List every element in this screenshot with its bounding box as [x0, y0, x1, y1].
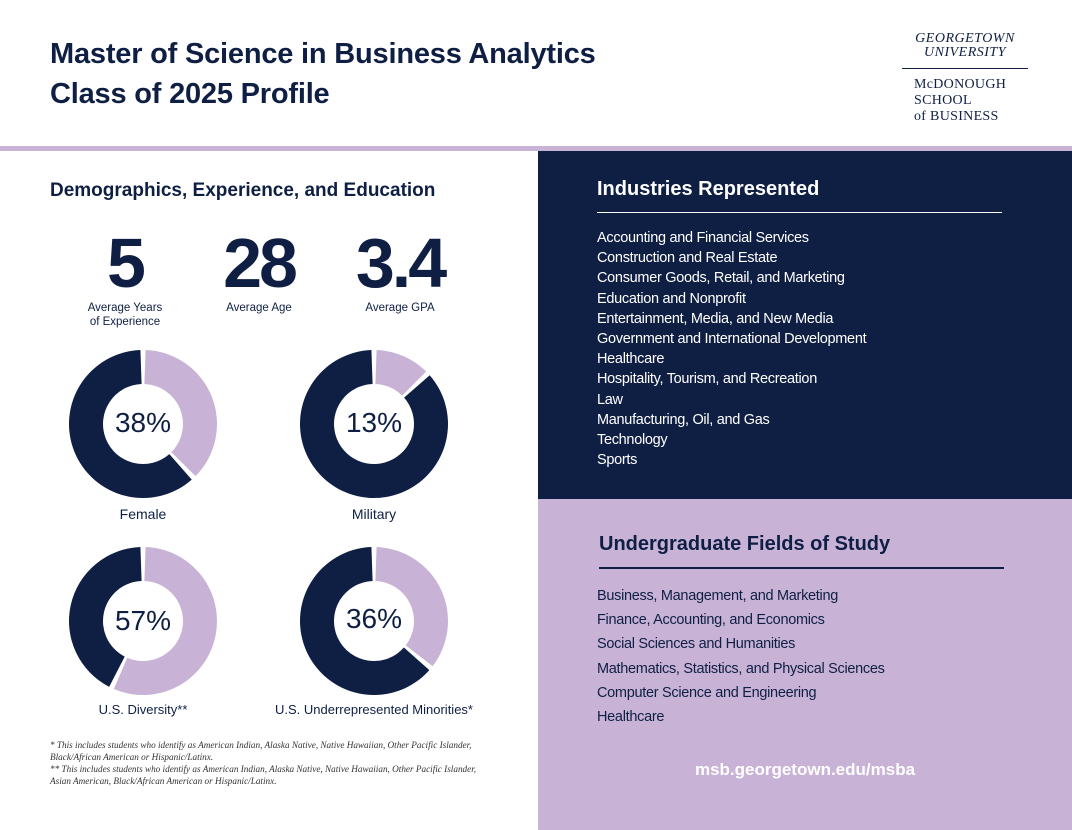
- donut-label: U.S. Diversity**: [98, 702, 188, 717]
- footnotes: [50, 739, 490, 787]
- program-url-link[interactable]: msb.georgetown.edu/msba: [694, 760, 916, 779]
- list-item: Construction and Real Estate: [597, 250, 778, 267]
- stat-label-line1: Average Years: [87, 302, 163, 314]
- donut-percent-label: 57%: [114, 605, 172, 636]
- stat-label-line1: Average Age: [226, 302, 292, 314]
- list-item: Finance, Accounting, and Economics: [597, 612, 825, 629]
- list-item: Manufacturing, Oil, and Gas: [597, 411, 770, 428]
- logo-georgetown: GEORGETOWN: [915, 31, 1015, 46]
- list-item: Technology: [597, 432, 668, 449]
- donut-label: Military: [351, 506, 397, 522]
- logo-of-business: of BUSINESS: [914, 109, 999, 124]
- footnote-single-asterisk: * This includes students who identify as American Indian, Alaska Native, Native Hawaiian, Other Pacific Islander, Black/African American or Hispanic/Latinx.: [50, 740, 472, 762]
- industries-list: [597, 228, 866, 470]
- fields-of-study-list: [597, 584, 885, 729]
- list-item: Sports: [597, 452, 638, 469]
- list-item: Business, Management, and Marketing: [597, 588, 838, 604]
- stat-average-age: [199, 224, 319, 315]
- demographics-title: Demographics, Experience, and Education: [50, 180, 436, 201]
- page-title-line2: Class of 2025 Profile: [50, 78, 330, 110]
- list-item: Healthcare: [597, 709, 665, 726]
- stat-label-line1: Average GPA: [365, 302, 435, 314]
- list-item: Law: [597, 391, 623, 408]
- fields-of-study-divider: [599, 567, 1004, 569]
- stat-value: 28: [223, 224, 295, 302]
- industries-title: Industries Represented: [597, 178, 820, 200]
- list-item: Government and International Development: [597, 331, 867, 348]
- footnote-double-asterisk: ** This includes students who identify as American Indian, Alaska Native, Native Hawaiian, Other Pacific Islander, Asian American, Black/African American or Hispanic/Latinx.: [50, 764, 477, 786]
- stat-average-gpa: [340, 224, 460, 315]
- industries-divider: [597, 212, 1002, 213]
- list-item: Computer Science and Engineering: [597, 684, 817, 701]
- list-item: Accounting and Financial Services: [597, 230, 809, 246]
- stat-value: 5: [107, 224, 143, 302]
- logo-mcdonough: McDONOUGH: [914, 77, 1007, 92]
- logo-university: UNIVERSITY: [924, 45, 1006, 60]
- donut-label: U.S. Underrepresented Minorities*: [275, 702, 473, 717]
- list-item: Hospitality, Tourism, and Recreation: [597, 371, 817, 388]
- list-item: Consumer Goods, Retail, and Marketing: [597, 270, 845, 287]
- donut-label: Female: [119, 506, 167, 522]
- stat-years-experience: [70, 224, 180, 329]
- donut-percent-label: 36%: [345, 603, 403, 634]
- stat-label-line2: of Experience: [89, 316, 161, 328]
- fields-of-study-title: Undergraduate Fields of Study: [599, 533, 891, 555]
- logo-school: SCHOOL: [914, 93, 972, 108]
- georgetown-logo[interactable]: [902, 32, 1028, 125]
- list-item: Education and Nonprofit: [597, 290, 746, 307]
- stat-value: 3.4: [355, 224, 445, 302]
- list-item: Social Sciences and Humanities: [597, 636, 796, 653]
- donut-percent-label: 38%: [114, 407, 172, 438]
- list-item: Healthcare: [597, 351, 665, 368]
- logo-divider: [902, 68, 1028, 69]
- page-title-line1: Master of Science in Business Analytics: [50, 38, 596, 70]
- donut-percent-label: 13%: [345, 407, 403, 438]
- list-item: Entertainment, Media, and New Media: [597, 310, 834, 327]
- list-item: Mathematics, Statistics, and Physical Sciences: [597, 660, 885, 677]
